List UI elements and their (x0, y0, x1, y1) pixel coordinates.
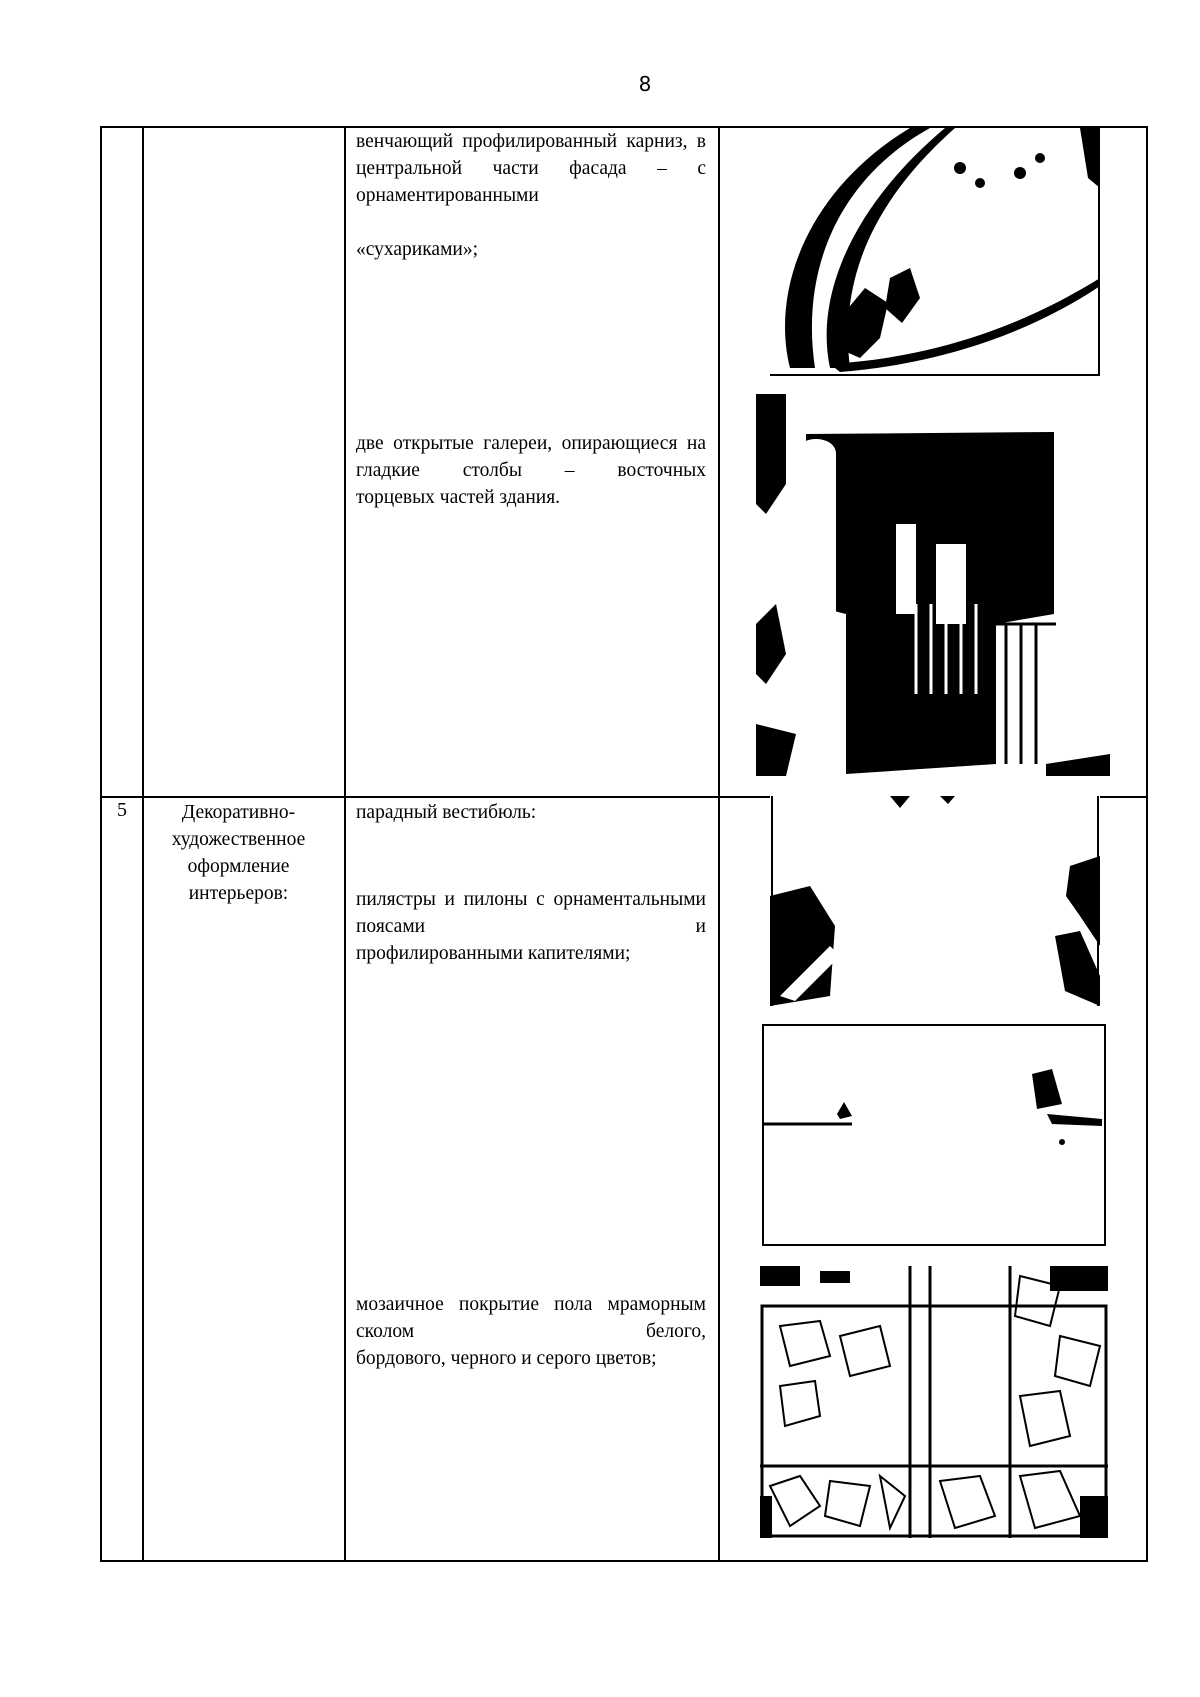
pylon-photo (762, 1024, 1106, 1246)
pilaster-photo (770, 796, 1100, 1006)
mosaic-description-tail: бордового, черного и серого цветов; (356, 1348, 657, 1369)
gallery-photo (756, 394, 1110, 776)
page-number: 8 (638, 72, 652, 96)
gallery-description-tail: торцевых частей здания. (356, 487, 561, 508)
pilaster-description-tail: профилированными капителями; (356, 943, 631, 964)
pilaster-description: пилястры и пилоны с орнаментальными поясами и (356, 889, 706, 937)
vestibule-heading: парадный вестибюль: (356, 802, 537, 823)
cornice-description: венчающий профилированный карниз, в центральной части фасада – с орнаментированными (356, 131, 706, 206)
cornice-photo (770, 128, 1100, 376)
mosaic-description: мозаичное покрытие пола мраморным сколом белого, (356, 1294, 706, 1342)
mosaic-photo (760, 1266, 1108, 1538)
cornice-description-tail: «сухариками»; (356, 239, 479, 260)
col-divider-3 (718, 126, 720, 1562)
table-left-border (100, 126, 102, 1562)
row-number: 5 (117, 799, 127, 821)
table-right-border (1146, 126, 1148, 1562)
section-title: Декоративно-художественное оформление интерьеров: (171, 802, 306, 904)
table-bottom-border (100, 1560, 1148, 1562)
col-divider-1 (142, 126, 144, 1562)
col-divider-2 (344, 126, 346, 1562)
gallery-description: две открытые галереи, опирающиеся на гладкие столбы – восточных (356, 433, 706, 481)
